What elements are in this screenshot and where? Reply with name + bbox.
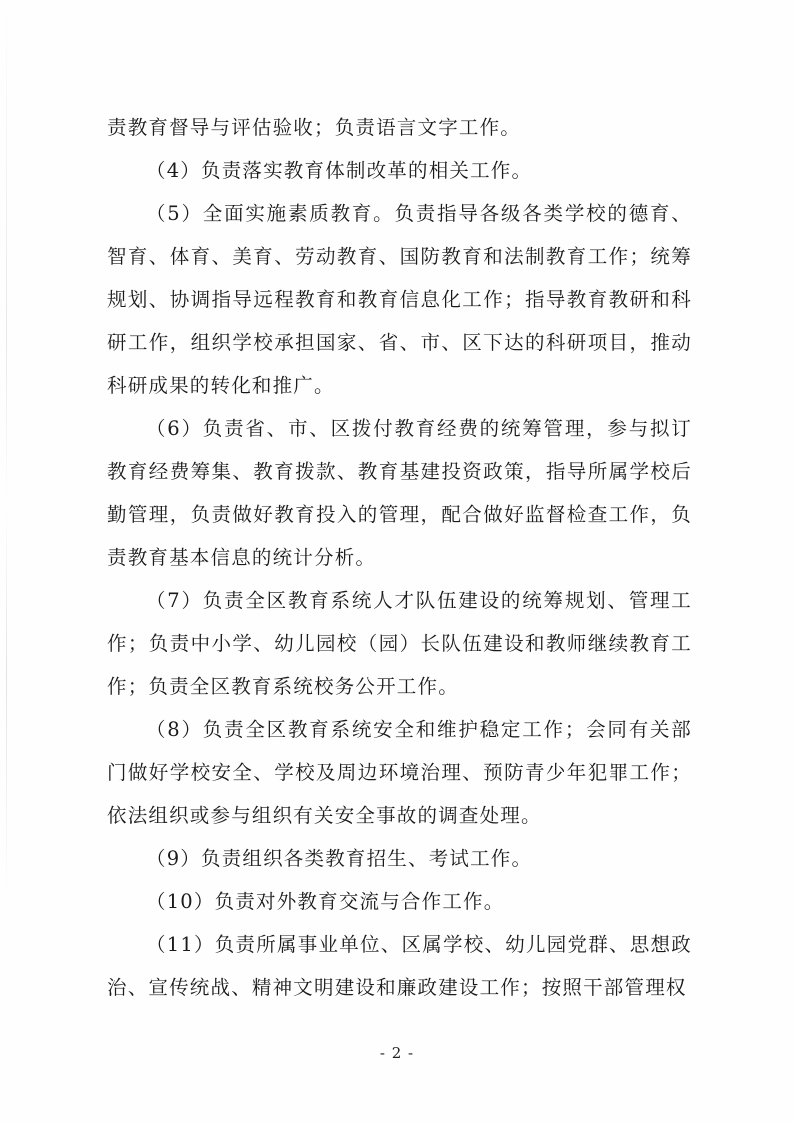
paragraph-continued: 责教育督导与评估验收；负责语言文字工作。 [107, 116, 522, 139]
paragraph-item-5: （5）全面实施素质教育。负责指导各级各类学校的德育、智育、体育、美育、劳动教育、国防教育和法制教育工作；统筹规划、协调指导远程教育和教育信息化工作；指导教育教研和科研工作，组织学校承担国家、省、市、区下达的科研项目，推动科研成果的转化和推广。 [107, 202, 692, 397]
paragraph-item-7: （7）负责全区教育系统人才队伍建设的统筹规划、管理工作；负责中小学、幼儿园校（园）长队伍建设和教师继续教育工作；负责全区教育系统校务公开工作。 [107, 589, 692, 698]
paragraph-item-4: （4）负责落实教育体制改革的相关工作。 [146, 159, 533, 182]
paragraph-item-8: （8）负责全区教育系统安全和维护稳定工作；会同有关部门做好学校安全、学校及周边环境治理、预防青少年犯罪工作；依法组织或参与组织有关安全事故的调查处理。 [107, 718, 692, 827]
paragraph-item-9: （9）负责组织各类教育招生、考试工作。 [146, 847, 533, 870]
scan-edge-shadow [6, 0, 7, 1122]
paragraph-item-10: （10）负责对外教育交流与合作工作。 [146, 890, 505, 913]
paragraph-item-11: （11）负责所属事业单位、区属学校、幼儿园党群、思想政治、宣传统战、精神文明建设和廉政建设工作；按照干部管理权 [107, 933, 692, 999]
body-text [107, 106, 692, 1009]
page-number: - 2 - [379, 1044, 415, 1062]
paragraph-item-6: （6）负责省、市、区拨付教育经费的统筹管理，参与拟订教育经费筹集、教育拨款、教育基建投资政策，指导所属学校后勤管理，负责做好教育投入的管理，配合做好监督检查工作，负责教育基本信息的统计分析。 [107, 417, 692, 569]
